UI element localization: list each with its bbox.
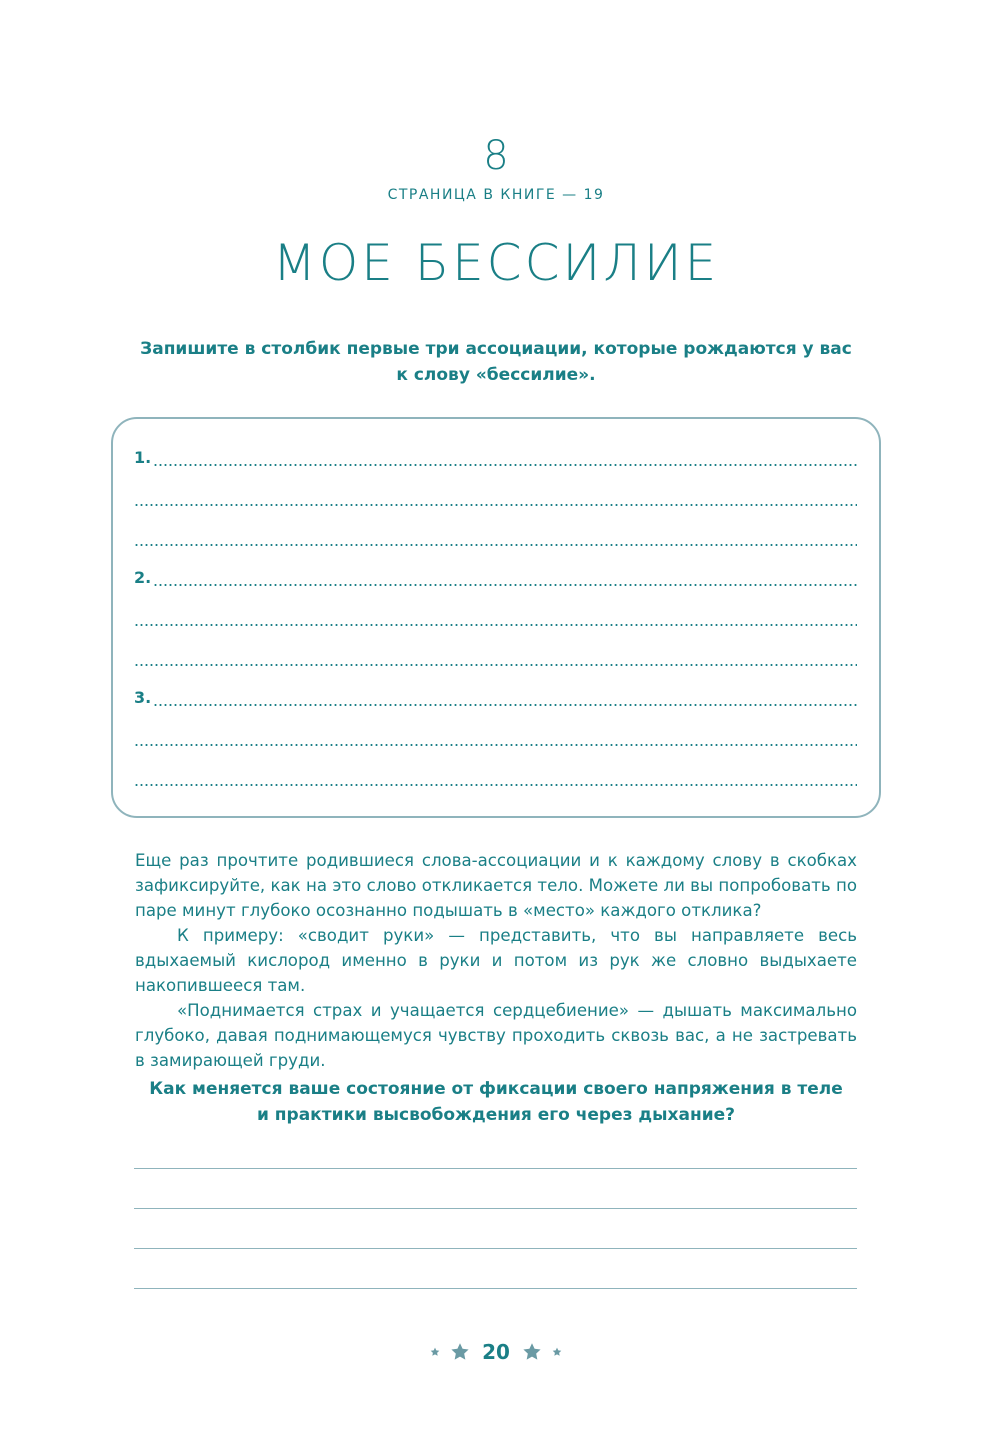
book-page-reference: СТРАНИЦА В КНИГЕ — 19 xyxy=(387,187,605,203)
dotted-line xyxy=(134,784,857,786)
exercise-number: 8 xyxy=(483,133,509,179)
association-3-label: 3. xyxy=(134,688,152,707)
answer-line-1[interactable] xyxy=(134,1168,857,1169)
association-2-label: 2. xyxy=(134,568,152,587)
page-title: МОЕ БЕССИЛИЕ xyxy=(272,234,720,292)
association-3-line[interactable] xyxy=(134,687,857,707)
instructions-paragraph-1: Еще раз прочтите родившиеся слова-ассоциации и к каждому слову в скобках зафиксируйте, как на это слово откликается тело. Можете ли вы попробовать по паре минут глубоко осознанно подышать в «место» каждого отклика? xyxy=(135,851,857,920)
small-star-icon xyxy=(552,1347,562,1357)
dotted-line xyxy=(153,704,857,706)
reflection-prompt xyxy=(0,1076,992,1128)
dotted-line xyxy=(134,664,857,666)
association-1-line-2[interactable] xyxy=(134,487,857,507)
association-2-line-2[interactable] xyxy=(134,607,857,627)
dotted-line xyxy=(153,584,857,586)
dotted-line xyxy=(134,744,857,746)
association-prompt-line2: к слову «бессилие». xyxy=(396,365,596,385)
association-3-line-3[interactable] xyxy=(134,767,857,787)
association-prompt xyxy=(0,336,992,388)
page-footer xyxy=(0,1340,992,1364)
association-1-line-3[interactable] xyxy=(134,527,857,547)
star-icon xyxy=(522,1342,542,1362)
association-prompt-line1: Запишите в столбик первые три ассоциации, которые рождаются у вас xyxy=(140,339,852,359)
reflection-prompt-line1: Как меняется ваше состояние от фиксации своего напряжения в теле xyxy=(149,1079,843,1099)
association-2-line[interactable] xyxy=(134,567,857,587)
association-1-line[interactable] xyxy=(134,447,857,467)
answer-line-3[interactable] xyxy=(134,1248,857,1249)
answer-line-2[interactable] xyxy=(134,1208,857,1209)
association-3-line-2[interactable] xyxy=(134,727,857,747)
small-star-icon xyxy=(430,1347,440,1357)
star-icon xyxy=(450,1342,470,1362)
dotted-line xyxy=(134,544,857,546)
dotted-line xyxy=(153,464,857,466)
reflection-prompt-line2: и практики высвобождения его через дыхание? xyxy=(256,1105,736,1125)
dotted-line xyxy=(134,504,857,506)
instructions-text xyxy=(135,848,857,1073)
page-number: 20 xyxy=(482,1340,510,1364)
instructions-paragraph-3: «Поднимается страх и учащается сердцебиение» — дышать максимально глубоко, давая поднимающемуся чувству проходить сквозь вас, а не застревать в замирающей груди. xyxy=(135,1001,857,1070)
dotted-line xyxy=(134,624,857,626)
answer-line-4[interactable] xyxy=(134,1288,857,1289)
association-2-line-3[interactable] xyxy=(134,647,857,667)
association-1-label: 1. xyxy=(134,448,152,467)
instructions-paragraph-2: К примеру: «сводит руки» — представить, что вы направляете весь вдыхаемый кислород именно в руки и потом из рук же словно выдыхаете накопившееся там. xyxy=(135,926,857,995)
